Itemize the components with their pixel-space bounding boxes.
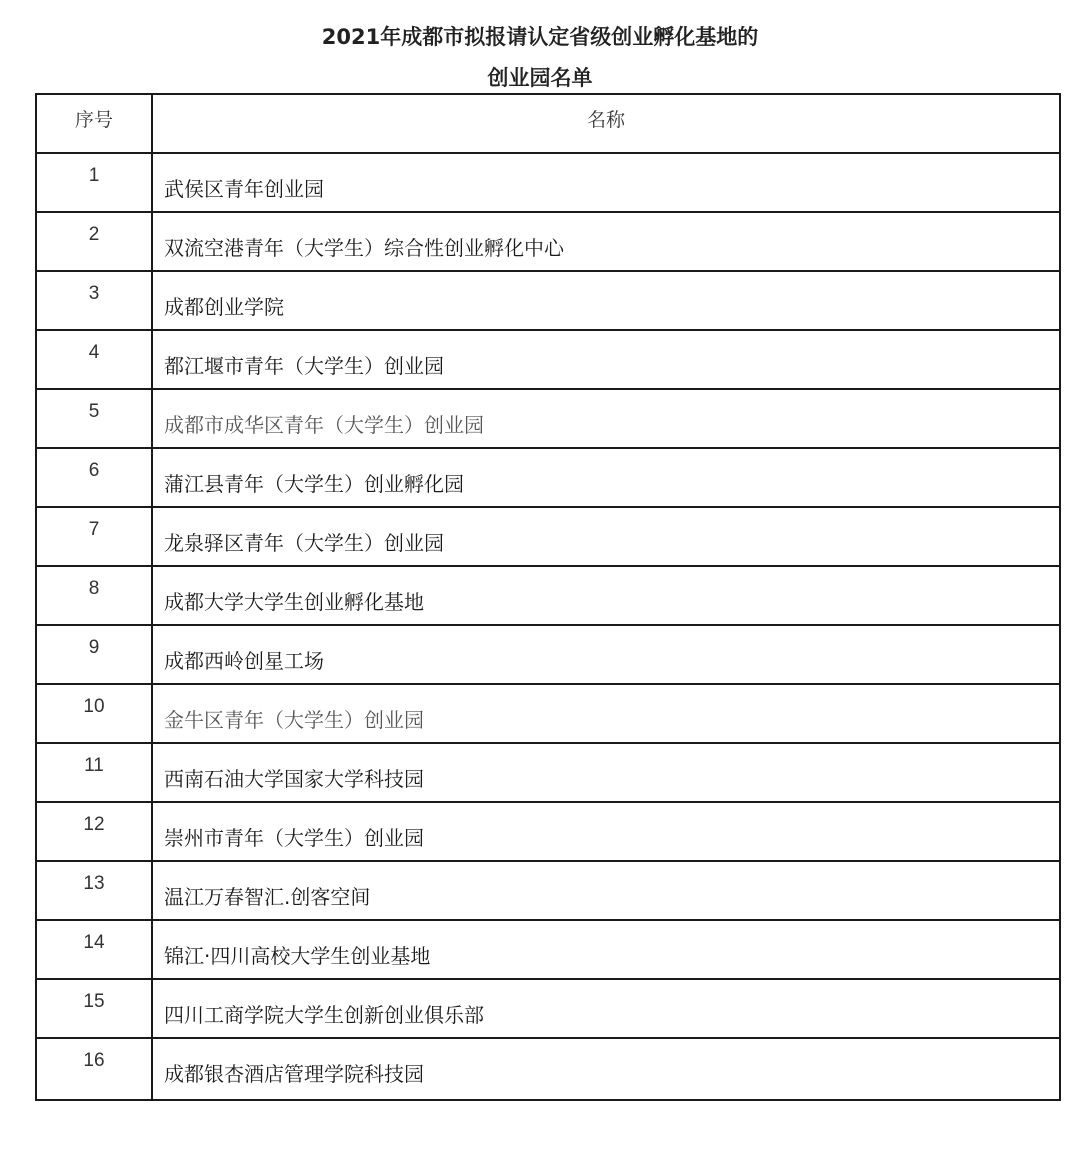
table-row	[36, 448, 1060, 507]
row-index: 15	[36, 979, 152, 1038]
table-row	[36, 979, 1060, 1038]
header-index: 序号	[36, 94, 152, 153]
row-name: 成都银杏酒店管理学院科技园	[152, 1038, 1060, 1100]
table-row	[36, 271, 1060, 330]
table-row	[36, 684, 1060, 743]
row-index: 4	[36, 330, 152, 389]
row-index: 14	[36, 920, 152, 979]
row-index: 9	[36, 625, 152, 684]
table-row	[36, 743, 1060, 802]
table-row	[36, 330, 1060, 389]
row-name: 武侯区青年创业园	[152, 153, 1060, 212]
row-name: 蒲江县青年（大学生）创业孵化园	[152, 448, 1060, 507]
row-name: 成都大学大学生创业孵化基地	[152, 566, 1060, 625]
row-index: 5	[36, 389, 152, 448]
row-name: 成都西岭创星工场	[152, 625, 1060, 684]
row-name: 双流空港青年（大学生）综合性创业孵化中心	[152, 212, 1060, 271]
table-row	[36, 861, 1060, 920]
header-name: 名称	[152, 94, 1060, 153]
document-subtitle: 创业园名单	[487, 66, 593, 90]
row-name: 温江万春智汇.创客空间	[152, 861, 1060, 920]
table-row	[36, 212, 1060, 271]
table-row	[36, 153, 1060, 212]
table-row	[36, 802, 1060, 861]
row-index: 8	[36, 566, 152, 625]
row-index: 16	[36, 1038, 152, 1100]
row-name: 西南石油大学国家大学科技园	[152, 743, 1060, 802]
row-name: 都江堰市青年（大学生）创业园	[152, 330, 1060, 389]
table-row	[36, 625, 1060, 684]
row-name: 成都市成华区青年（大学生）创业园	[152, 389, 1060, 448]
row-name: 四川工商学院大学生创新创业俱乐部	[152, 979, 1060, 1038]
row-index: 10	[36, 684, 152, 743]
row-index: 7	[36, 507, 152, 566]
row-index: 1	[36, 153, 152, 212]
table-row	[36, 507, 1060, 566]
table-row	[36, 389, 1060, 448]
table-header-row	[36, 94, 1060, 153]
row-name: 成都创业学院	[152, 271, 1060, 330]
incubator-list-table	[35, 93, 1061, 1101]
document-title: 2021年成都市拟报请认定省级创业孵化基地的	[321, 25, 759, 49]
row-index: 6	[36, 448, 152, 507]
row-index: 12	[36, 802, 152, 861]
row-name: 龙泉驿区青年（大学生）创业园	[152, 507, 1060, 566]
row-index: 11	[36, 743, 152, 802]
row-name: 锦江·四川高校大学生创业基地	[152, 920, 1060, 979]
row-index: 13	[36, 861, 152, 920]
table-row	[36, 566, 1060, 625]
row-index: 3	[36, 271, 152, 330]
row-name: 金牛区青年（大学生）创业园	[152, 684, 1060, 743]
table-row	[36, 920, 1060, 979]
row-index: 2	[36, 212, 152, 271]
table-row	[36, 1038, 1060, 1100]
row-name: 崇州市青年（大学生）创业园	[152, 802, 1060, 861]
